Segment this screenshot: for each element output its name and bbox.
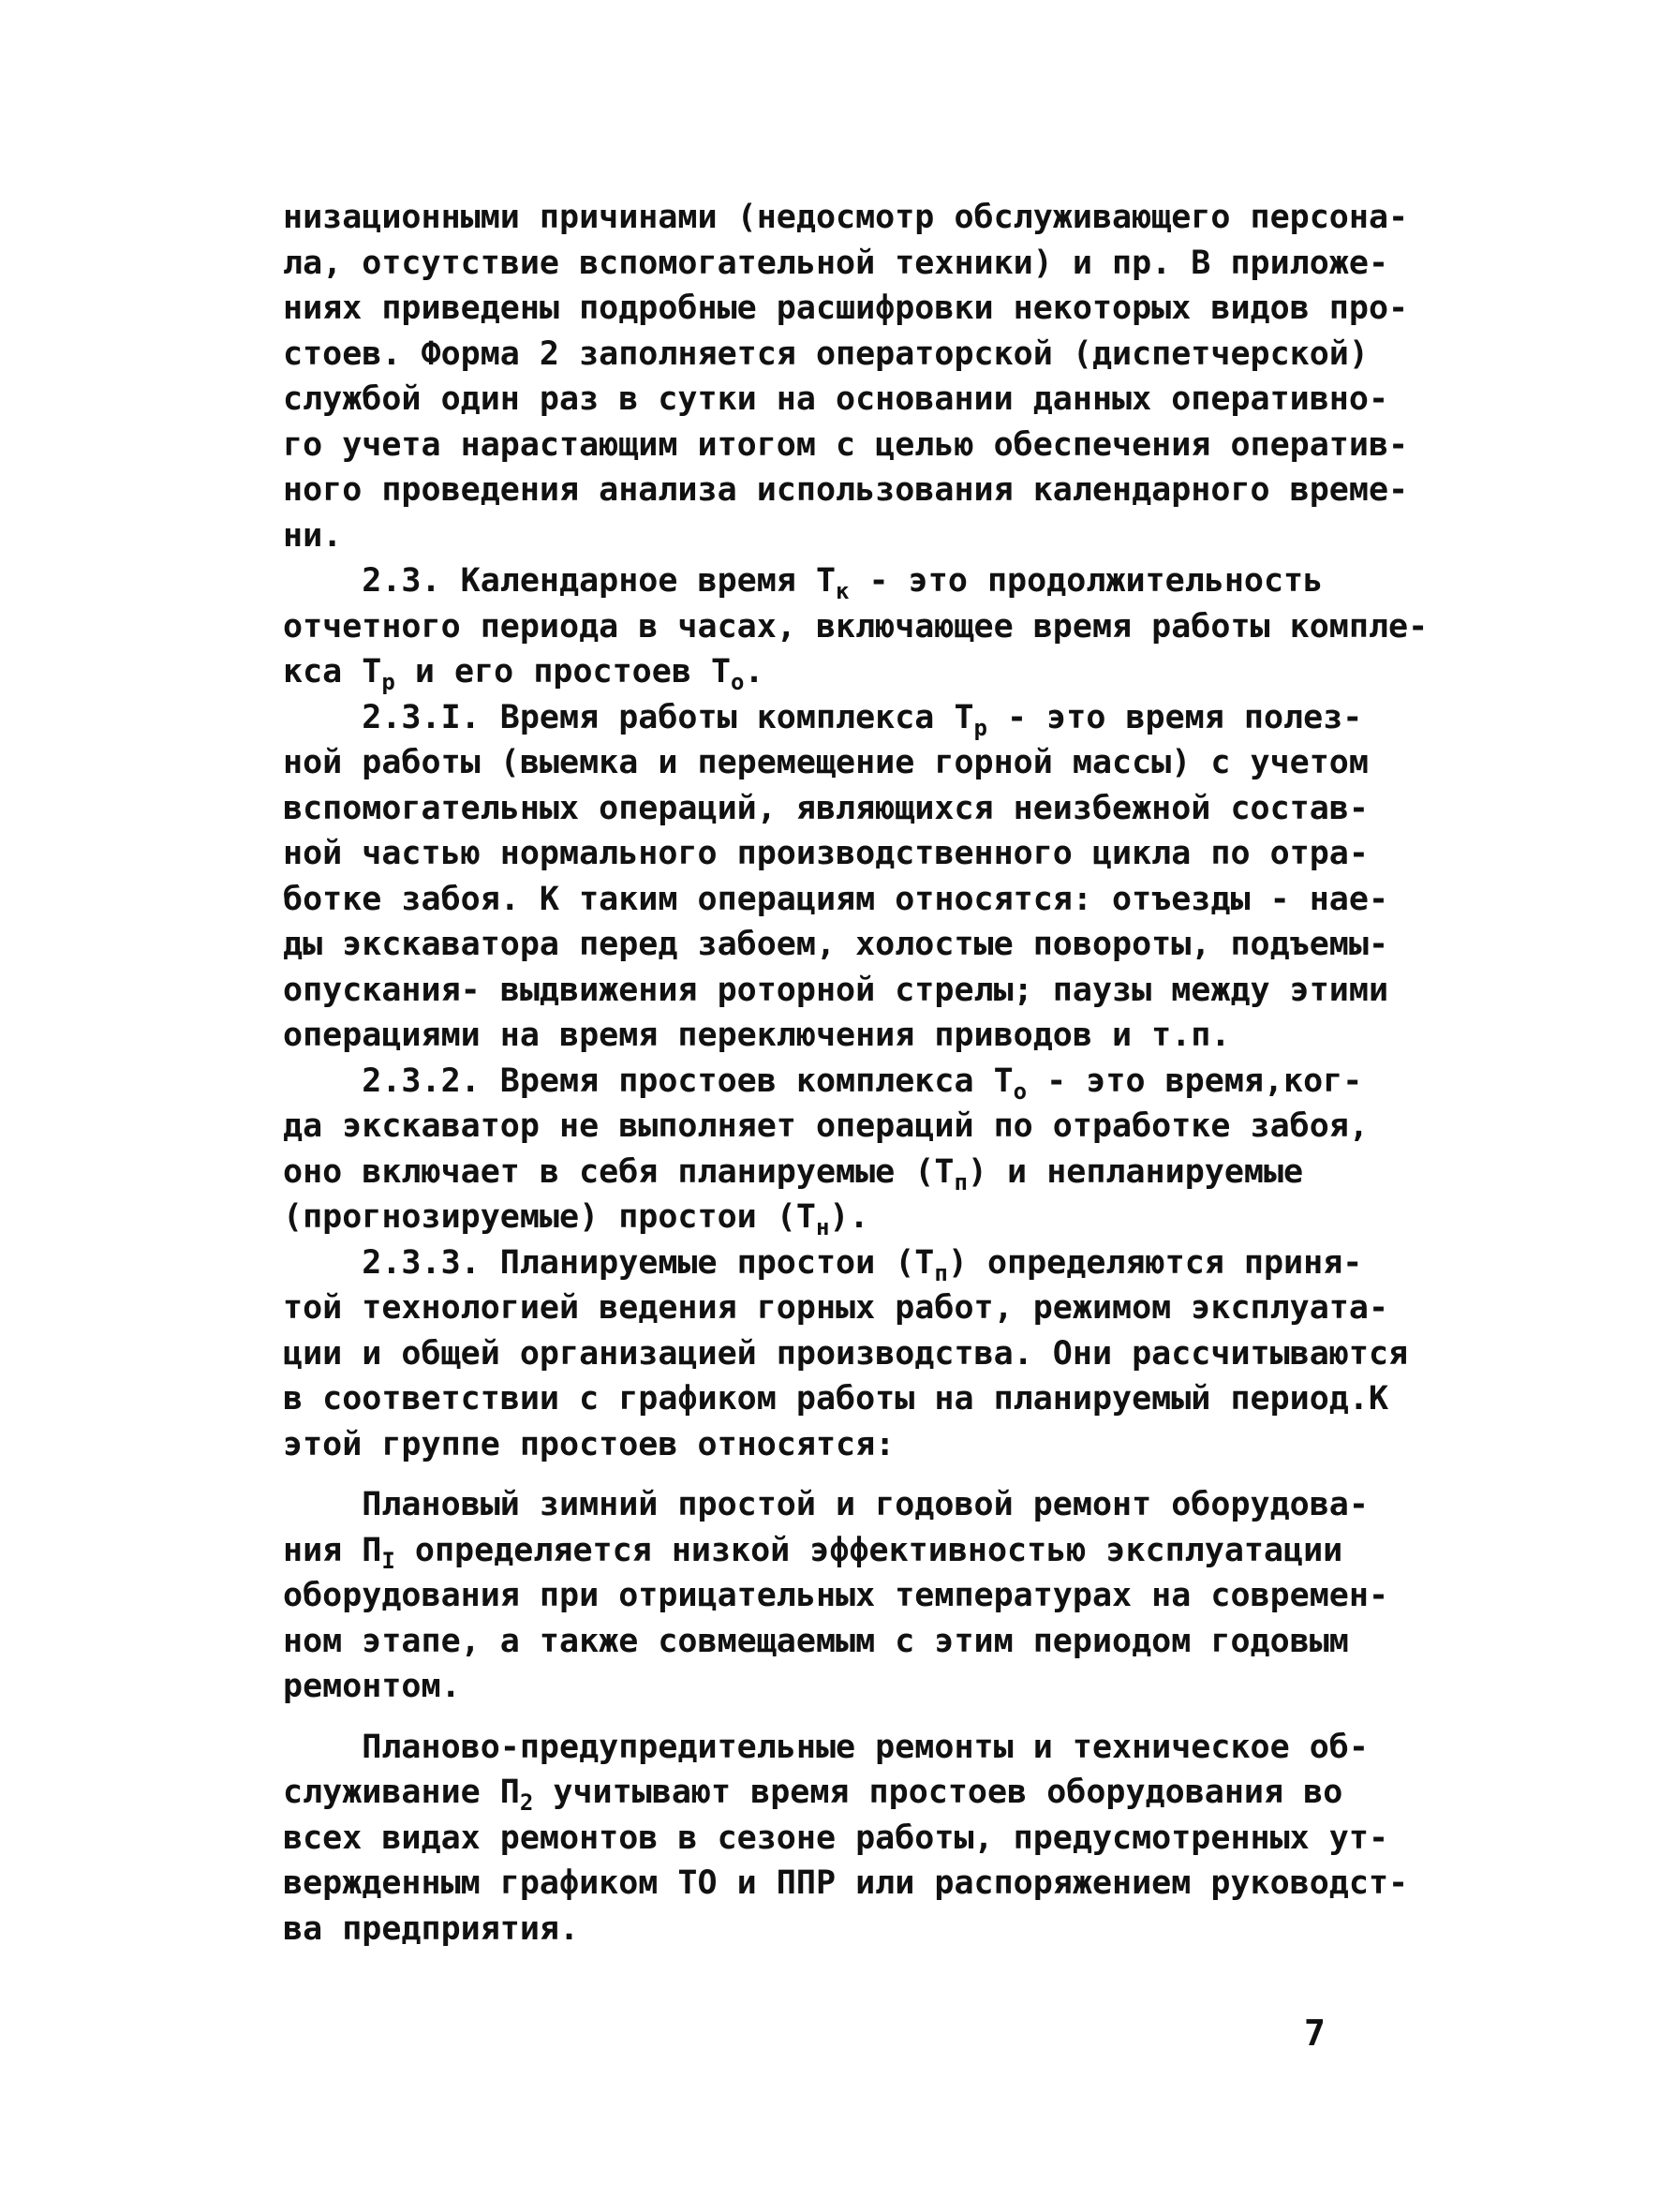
text-segment: ного проведения анализа использования календарного време-	[283, 471, 1409, 509]
text-segment: отчетного периода в часах, включающее время работы комплe-	[283, 607, 1429, 646]
text-segment: - это время полез-	[986, 698, 1363, 736]
text-segment: опускания- выдвижения роторной стрелы; паузы между этими	[283, 971, 1389, 1009]
text-segment: ниях приведены подробные расшифровки некоторых видов про-	[283, 289, 1409, 327]
text-line	[283, 1376, 1388, 1422]
text-line	[283, 695, 1388, 741]
text-line	[283, 968, 1388, 1014]
text-segment: ции и общей организацией производства. Они рассчитываются	[283, 1334, 1409, 1373]
text-segment: 2.3.3. Планируемые простои (Т	[283, 1243, 935, 1282]
text-segment: стоев. Форма 2 заполняется операторской (диспетчерской)	[283, 334, 1369, 373]
text-segment: учитывают время простоев оборудования во	[533, 1774, 1343, 1811]
text-segment: Планово-предупредительные ремонты и техническое об-	[283, 1728, 1369, 1766]
text-line	[283, 1422, 1388, 1468]
text-segment: оно включает в себя планируемые (Т	[283, 1152, 955, 1191]
paragraph-p-ppr	[283, 1725, 1409, 1952]
text-line	[283, 377, 1388, 423]
text-segment: вспомогательных операций, являющихся неизбежной состав-	[283, 789, 1369, 827]
text-line	[283, 241, 1388, 287]
text-segment: да экскаватор не выполняет операций по отработке забоя,	[283, 1107, 1369, 1145]
subscript: р	[973, 714, 987, 741]
text-segment: (прогнозируемые) простои (Т	[283, 1198, 816, 1236]
text-line	[283, 1907, 1388, 1952]
paragraph-p-2-3	[283, 558, 1429, 695]
text-line	[283, 1725, 1388, 1771]
text-segment: той технологией ведения горных работ, режимом эксплуата-	[283, 1289, 1389, 1327]
text-segment: всех видах ремонтов в сезоне работы, предусмотренных ут-	[283, 1819, 1389, 1857]
text-line	[283, 423, 1409, 468]
subscript: п	[934, 1259, 948, 1286]
text-segment: ни.	[283, 516, 343, 555]
text-line	[283, 1013, 1388, 1059]
text-segment: в соответствии с графиком работы на планируемый период.К	[283, 1380, 1389, 1418]
text-line	[283, 922, 1388, 968]
text-line	[283, 1104, 1388, 1150]
text-segment: Плановый зимний простой и годовой ремонт оборудова-	[283, 1486, 1369, 1523]
text-line	[283, 831, 1388, 877]
text-segment: службой один раз в сутки на основании данных оперативно-	[283, 380, 1389, 418]
text-segment: ) и непланируемые	[967, 1152, 1304, 1191]
text-line	[283, 740, 1388, 786]
text-segment: определяется низкой эффективностью эксплуатации	[394, 1531, 1343, 1569]
text-line	[283, 649, 1388, 695]
text-segment: ботке забоя. К таким операциям относятся: отъезды - нае-	[283, 880, 1389, 918]
paragraph-p-winter	[283, 1482, 1388, 1710]
text-line	[283, 1861, 1409, 1907]
text-segment: вержденным графиком ТО и ППР или распоряжением руководст-	[283, 1864, 1409, 1902]
text-segment: 2.3.2. Время простоев комплекса Т	[283, 1061, 1014, 1100]
page-number: 7	[1304, 2012, 1326, 2054]
text-line	[283, 1195, 1388, 1240]
text-line	[283, 513, 1388, 559]
subscript: I	[381, 1547, 395, 1574]
text-segment: 2.3.I. Время работы комплекса Т	[283, 698, 974, 736]
text-segment: ) определяются приня-	[947, 1243, 1363, 1282]
text-segment: - это продолжительность	[849, 562, 1324, 600]
subscript: р	[381, 669, 395, 695]
text-segment: операциями на время переключения приводов и т.п.	[283, 1017, 1231, 1054]
text-segment: ном этапе, а также совмещаемым с этим периодом годовым	[283, 1622, 1349, 1660]
text-line	[283, 1528, 1388, 1574]
text-line	[283, 1240, 1388, 1286]
paragraph-p-2-3-2	[283, 1059, 1388, 1240]
text-segment: - это время,ког-	[1027, 1061, 1363, 1100]
text-line	[283, 332, 1388, 378]
text-segment: ной частью нормального производственного цикла по отра-	[283, 835, 1369, 872]
paragraph-gap	[283, 1467, 1388, 1482]
text-segment: ния П	[283, 1531, 382, 1569]
text-line	[283, 558, 1388, 604]
subscript: о	[731, 669, 745, 695]
paragraph-p-intro	[283, 195, 1409, 558]
text-line	[283, 604, 1429, 650]
text-segment: служивание П	[283, 1774, 520, 1811]
text-segment: 2.3. Календарное время Т	[283, 562, 837, 600]
text-segment: го учета нарастающим итогом с целью обеспечения оператив-	[283, 425, 1409, 464]
text-line	[283, 786, 1388, 832]
text-line	[283, 1482, 1388, 1528]
text-segment: ремонтом.	[283, 1668, 461, 1705]
paragraph-p-2-3-3	[283, 1240, 1409, 1468]
text-segment: кса Т	[283, 653, 382, 690]
text-line	[283, 1150, 1388, 1195]
text-segment: оборудования при отрицательных температурах на современ-	[283, 1577, 1389, 1614]
text-line	[283, 1285, 1388, 1331]
text-segment: ной работы (выемка и перемещение горной массы) с учетом	[283, 744, 1369, 781]
text-line	[283, 1619, 1388, 1665]
text-segment: этой группе простоев относятся:	[283, 1425, 896, 1463]
page-text	[283, 195, 1429, 1952]
subscript: п	[954, 1168, 968, 1195]
text-line	[283, 1816, 1388, 1862]
subscript: о	[1013, 1077, 1028, 1105]
text-line	[283, 468, 1409, 513]
text-segment: ды экскаватора перед забоем, холостые повороты, подъемы-	[283, 926, 1389, 963]
text-line	[283, 877, 1388, 923]
subscript: к	[836, 578, 850, 604]
subscript: н	[815, 1214, 830, 1240]
text-segment: ла, отсутствие вспомогательной техники) и пр. В приложе-	[283, 244, 1389, 282]
text-line	[283, 1059, 1388, 1105]
text-line	[283, 1331, 1409, 1377]
text-segment: ).	[829, 1198, 869, 1236]
text-segment: низационными причинами (недосмотр обслуживающего персона-	[283, 199, 1409, 236]
text-line	[283, 286, 1409, 332]
paragraph-gap	[283, 1710, 1388, 1725]
text-segment: .	[744, 653, 764, 690]
text-line	[283, 1573, 1388, 1619]
text-segment: ва предприятия.	[283, 1909, 580, 1948]
paragraph-p-2-3-1	[283, 695, 1388, 1059]
text-line	[283, 1664, 1388, 1710]
text-line	[283, 195, 1409, 241]
text-line	[283, 1770, 1388, 1816]
text-segment: и его простоев Т	[394, 653, 732, 690]
subscript: 2	[519, 1789, 534, 1816]
